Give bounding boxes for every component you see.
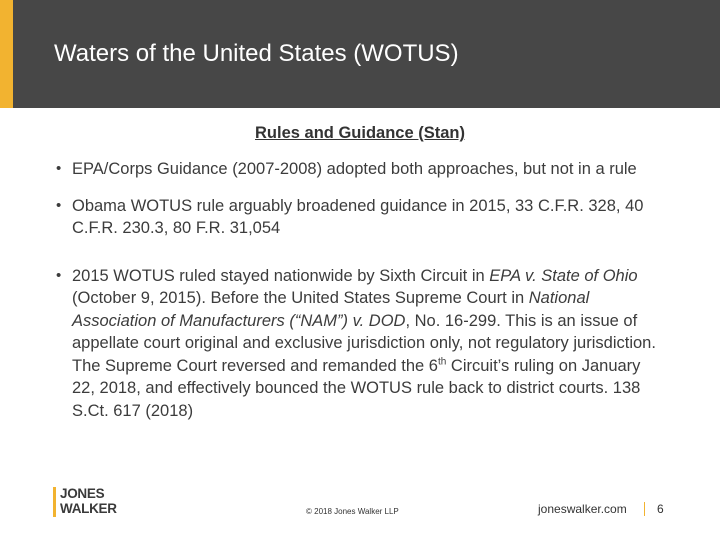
- header-accent-stripe: [0, 0, 13, 108]
- logo-line-1: JONES: [60, 486, 105, 501]
- bullet-text: , No. 16-299. This is an issue of appellate court original and exclusive jurisdiction only, not regulatory jurisdiction. The Supreme Court reversed and remanded the 6: [72, 311, 656, 375]
- header-bar: [0, 0, 720, 108]
- case-name: EPA v. State of Ohio: [489, 266, 638, 285]
- section-subtitle-text: Rules and Guidance (Stan): [255, 124, 465, 142]
- website-text: joneswalker.com: [538, 502, 627, 516]
- bullet-text: (October 9, 2015). Before the United States Supreme Court in: [72, 289, 529, 307]
- page-number: 6: [657, 502, 664, 516]
- bullet-item: [54, 265, 664, 423]
- copyright-notice: © 2018 Jones Walker LLP: [306, 507, 399, 516]
- ordinal-superscript: th: [437, 356, 447, 367]
- footer-divider: [644, 502, 645, 516]
- bullet-list: [54, 158, 674, 422]
- bullet-text: Circuit’s ruling on January 22, 2018, and effectively bounced the WOTUS rule back to district courts. 138 S.Ct. 617 (2018): [72, 356, 641, 420]
- case-name: National Association of Manufacturers (“NAM”) v. DOD: [72, 289, 590, 330]
- logo-line-2: WALKER: [60, 500, 117, 516]
- bullet-item: • EPA/Corps Guidance (2007-2008) adopted both approaches, but not in a rule: [54, 158, 674, 181]
- logo-wordmark: [60, 487, 117, 516]
- slide-title: Waters of the United States (WOTUS): [54, 40, 459, 67]
- section-subtitle: [0, 124, 720, 143]
- logo-accent-bar: [53, 487, 56, 517]
- bullet-item: • Obama WOTUS rule arguably broadened guidance in 2015, 33 C.F.R. 328, 40 C.F.R. 230.3, 80 F.R. 31,054: [54, 195, 674, 240]
- bullet-text: 2015 WOTUS ruled stayed nationwide by Sixth Circuit in: [72, 266, 490, 285]
